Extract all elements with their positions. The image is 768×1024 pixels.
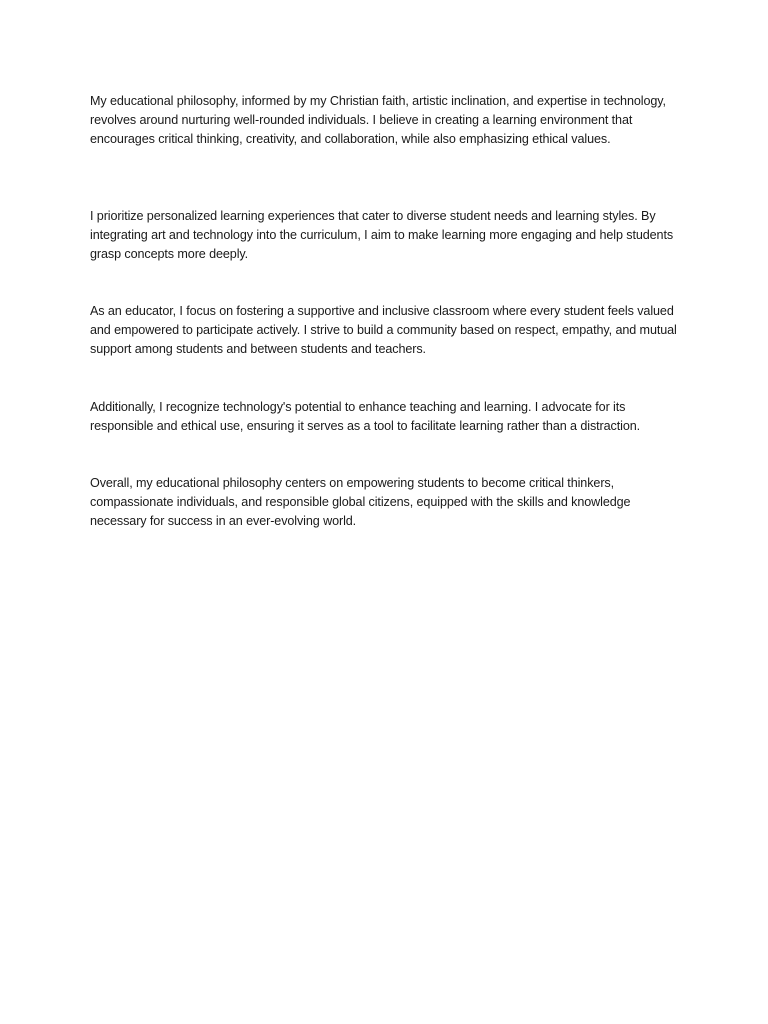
paragraph-technology-use: Additionally, I recognize technology's potential to enhance teaching and learning. I advocate for its responsible and ethical use, ensuring it serves as a tool to facilitate learning rather than a distraction. [90, 400, 641, 433]
paragraph-inclusive-classroom: As an educator, I focus on fostering a supportive and inclusive classroom where every student feels valued and empowered to participate actively. I strive to build a community based on respect, empathy, and mutual support among students and between students and teachers. [90, 304, 677, 356]
paragraph-educational-philosophy: My educational philosophy, informed by my Christian faith, artistic inclination, and expertise in technology, revolves around nurturing well-rounded individuals. I believe in creating a learning environment that encourages critical thinking, creativity, and collaboration, while also emphasizing ethical values. [90, 94, 666, 146]
paragraph-overall-philosophy: Overall, my educational philosophy centers on empowering students to become critical thinkers, compassionate individuals, and responsible global citizens, equipped with the skills and knowledge necessary for success in an ever-evolving world. [90, 476, 631, 528]
paragraph-personalized-learning: I prioritize personalized learning experiences that cater to diverse student needs and learning styles. By integrating art and technology into the curriculum, I aim to make learning more engaging and help students grasp concepts more deeply. [90, 209, 674, 261]
